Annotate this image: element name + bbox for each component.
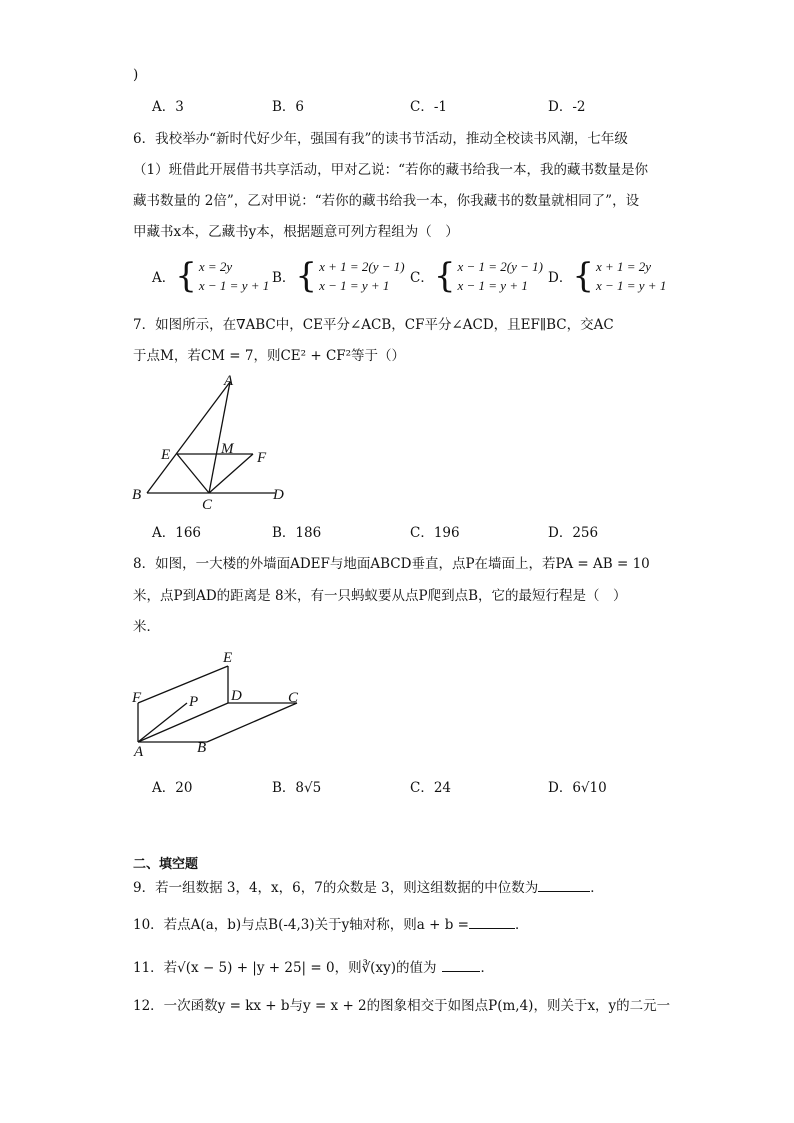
brace-icon: { [295, 256, 318, 296]
label-f: F [257, 450, 267, 466]
label-c: C [288, 690, 299, 706]
q8-option-a: A．20 [152, 780, 193, 796]
option-label: D． [548, 270, 573, 286]
label-e: E [161, 447, 171, 463]
label-d: D [231, 688, 242, 704]
question-11-end: ． [480, 960, 494, 976]
answer-blank [469, 914, 515, 929]
question-9-text: 9．若一组数据 3，4，x，6，7的众数是 3，则这组数据的中位数为 [133, 880, 539, 896]
equation: x + 1 = 2(y − 1) [319, 259, 405, 274]
section-title: 二、填空题 [133, 857, 199, 872]
label-c: C [202, 497, 213, 513]
q7-option-a: A．166 [152, 525, 202, 541]
option-label: B． [272, 270, 296, 286]
triangle-figure [125, 370, 305, 515]
brace-icon: { [433, 256, 456, 296]
q7-option-b: B．186 [272, 525, 322, 541]
q5-option-c: C．-1 [410, 99, 447, 115]
question-6-line-3: 藏书数量的 2倍”，乙对甲说：“若你的藏书给我一本，你我藏书的数量就相同了”，设 [133, 193, 640, 209]
q6-option-c [410, 257, 543, 295]
q5-option-a: A．3 [152, 99, 184, 115]
question-10 [133, 914, 528, 934]
label-b: B [132, 487, 142, 503]
label-a: A [224, 373, 234, 389]
equation: x − 1 = y + 1 [319, 278, 390, 293]
question-8-line-3: 米． [133, 619, 160, 635]
equation: x − 1 = 2(y − 1) [457, 259, 543, 274]
question-7-line-2: 于点M，若CM = 7，则CE² + CF²等于（） [133, 348, 406, 364]
q8-option-d: D．6√10 [548, 780, 607, 796]
answer-blank [442, 957, 480, 972]
equation: x − 1 = y + 1 [595, 278, 667, 293]
question-10-end: ． [514, 917, 529, 933]
q5-option-d: D．-2 [548, 99, 586, 115]
q5-option-b: B．6 [272, 99, 305, 115]
question-9-end: ． [590, 880, 604, 896]
equation: x = 2y [198, 259, 233, 274]
q7-option-d: D．256 [548, 525, 599, 541]
question-12: 12．一次函数y = kx + b与y = x + 2的图象相交于如图点P(m,4)，则关于x，y的二元一 [133, 998, 671, 1014]
label-e: E [223, 650, 233, 666]
q8-option-c: C．24 [410, 780, 452, 796]
label-f: F [132, 690, 142, 706]
question-6-line-2: （1）班借此开展借书共享活动，甲对乙说：“若你的藏书给我一本，我的藏书数量是你 [133, 162, 648, 178]
answer-blank [538, 877, 590, 892]
question-6-line-4: 甲藏书x本，乙藏书y本，根据题意可列方程组为（ ） [133, 224, 459, 240]
question-8-line-2: 米，点P到AD的距离是 8米，有一只蚂蚁要从点P爬到点B，它的最短行程是（ ） [133, 588, 627, 604]
question-10-text: 10．若点A(a，b)与点B(-4,3)关于y轴对称，则a + b = [133, 917, 469, 933]
q6-option-a [152, 257, 269, 295]
equation: x − 1 = y + 1 [198, 278, 270, 293]
q7-option-c: C．196 [410, 525, 460, 541]
label-d: D [273, 487, 284, 503]
q6-option-b [272, 257, 405, 295]
question-11 [133, 957, 494, 977]
question-8-line-1: 8．如图，一大楼的外墙面ADEF与地面ABCD垂直，点P在墙面上，若PA = AB = 10 [133, 556, 650, 572]
question-9 [133, 877, 604, 897]
label-a: A [134, 744, 144, 760]
building-figure [125, 645, 315, 760]
question-11-text: 11．若√(x − 5) + |y + 25| = 0，则∛(xy)的值为 [133, 960, 437, 976]
brace-icon: { [572, 256, 594, 296]
equation: x + 1 = 2y [595, 259, 652, 274]
question-5-tail: ) [133, 67, 139, 83]
option-label: C． [410, 270, 434, 286]
brace-icon: { [175, 256, 197, 296]
label-p: P [189, 694, 199, 710]
option-label: A． [152, 270, 176, 286]
question-6-line-1: 6．我校举办“新时代好少年，强国有我”的读书节活动，推动全校读书风潮，七年级 [133, 131, 628, 147]
label-b: B [197, 740, 207, 756]
q6-option-d [548, 257, 666, 295]
label-m: M [221, 441, 234, 457]
q8-option-b: B．8√5 [272, 780, 322, 796]
equation: x − 1 = y + 1 [457, 278, 528, 293]
question-7-line-1: 7．如图所示，在∇ABC中，CE平分∠ACB，CF平分∠ACD，且EF∥BC，交AC [133, 317, 614, 333]
